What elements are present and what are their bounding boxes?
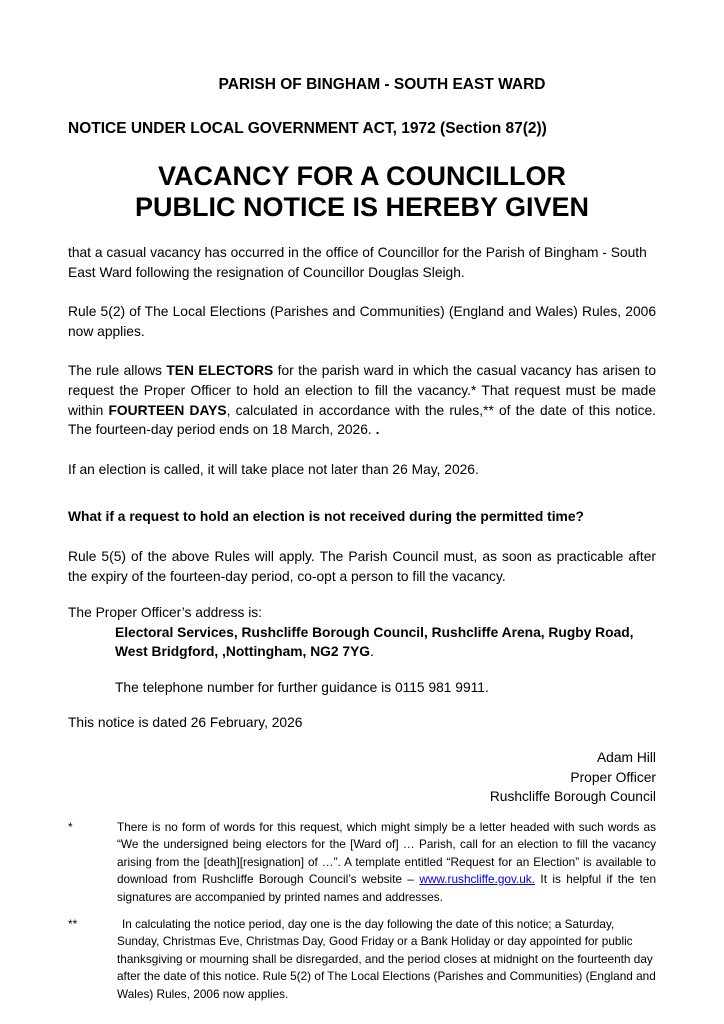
para-ten-electors-run3: , calculated in accordance with the rules,** of the date of this notice. The fourteen-day period ends on 18 March, 2026. [68, 402, 656, 438]
act-notice-heading: NOTICE UNDER LOCAL GOVERNMENT ACT, 1972 (Section 87(2)) [68, 120, 547, 137]
address-bold-text: Electoral Services, Rushcliffe Borough Council, Rushcliffe Arena, Rugby Road, West Bridgford, ,Nottingham, NG2 7YG [115, 624, 634, 660]
para-casual-vacancy: that a casual vacancy has occurred in the office of Councillor for the Parish of Bingham - South East Ward following the resignation of Councillor Douglas Sleigh. [68, 245, 647, 280]
signature-role: Proper Officer [570, 769, 656, 785]
footnote-1 [68, 819, 656, 906]
footnote-1-marker: * [68, 819, 73, 834]
fourteen-days-bold: FOURTEEN DAYS [108, 402, 227, 418]
signature-block [68, 748, 656, 807]
dated-line: This notice is dated 26 February, 2026 [68, 714, 303, 730]
footnote-2-marker: ** [68, 916, 78, 931]
main-title-line1: VACANCY FOR A COUNCILLOR [158, 161, 566, 191]
main-title-line2: PUBLIC NOTICE IS HEREBY GIVEN [134, 192, 590, 222]
rushcliffe-website-link[interactable]: www.rushcliffe.gov.uk. [419, 872, 535, 887]
para-rule-5-5: Rule 5(5) of the above Rules will apply. The Parish Council must, as soon as practicable after the expiry of the fourteen-day period, co-opt a person to fill the vacancy. [68, 548, 656, 584]
trailing-bold-period: . [375, 422, 380, 438]
parish-ward-heading: PARISH OF BINGHAM - SOUTH EAST WARD [218, 76, 546, 93]
para-ten-electors [68, 361, 656, 439]
para-rule-5-2: Rule 5(2) of The Local Elections (Parishes and Communities) (England and Wales) Rules, 2006 now applies. [68, 304, 656, 339]
footnote-2-text: In calculating the notice period, day one is the day following the date of this notice; a Saturday, Sunday, Christmas Eve, Christmas Day, Good Friday or a Bank Holiday or day appointed for public thanksgiving or mourning shall be disregarded, and the period closes at midnight on the fourteenth day after the date of this notice. Rule 5(2) of The Local Elections (Parishes and Communities) (England and Wales) Rules, 2006 now applies. [117, 916, 656, 1001]
address-intro: The Proper Officer’s address is: [68, 605, 263, 621]
footnote-1-pre-link: There is no form of words for this request, which might simply be a letter headed with such words as “We the undersigned being electors for the [Ward of] … Parish, call for an election to fill the vacancy arising from the [death][resignation] of …”. A template entitled “Request for an Election” is available to download from Rushcliffe Borough Council’s website – [117, 819, 656, 887]
para-ten-electors-run1: The rule allows [68, 363, 167, 379]
main-title [68, 161, 656, 223]
para-election-date: If an election is called, it will take place not later than 26 May, 2026. [68, 461, 479, 477]
para-ten-electors-run2: for the parish ward in which the casual vacancy has arisen to request the Proper Officer to hold an election to fill the vacancy.* That request must be made within [68, 363, 656, 418]
signature-org: Rushcliffe Borough Council [489, 789, 656, 805]
phone-line: The telephone number for further guidance is 0115 981 9911. [115, 679, 489, 695]
footnote-2 [68, 916, 656, 1003]
signature-name: Adam Hill [596, 750, 656, 766]
proper-officer-address [115, 623, 656, 662]
footnote-1-post-link: It is helpful if the ten signatures are accompanied by printed names and addresses. [117, 872, 657, 904]
address-period: . [370, 644, 374, 660]
question-heading: What if a request to hold an election is not received during the permitted time? [68, 509, 584, 525]
ten-electors-bold: TEN ELECTORS [166, 363, 274, 379]
footnote-1-text [117, 819, 656, 906]
